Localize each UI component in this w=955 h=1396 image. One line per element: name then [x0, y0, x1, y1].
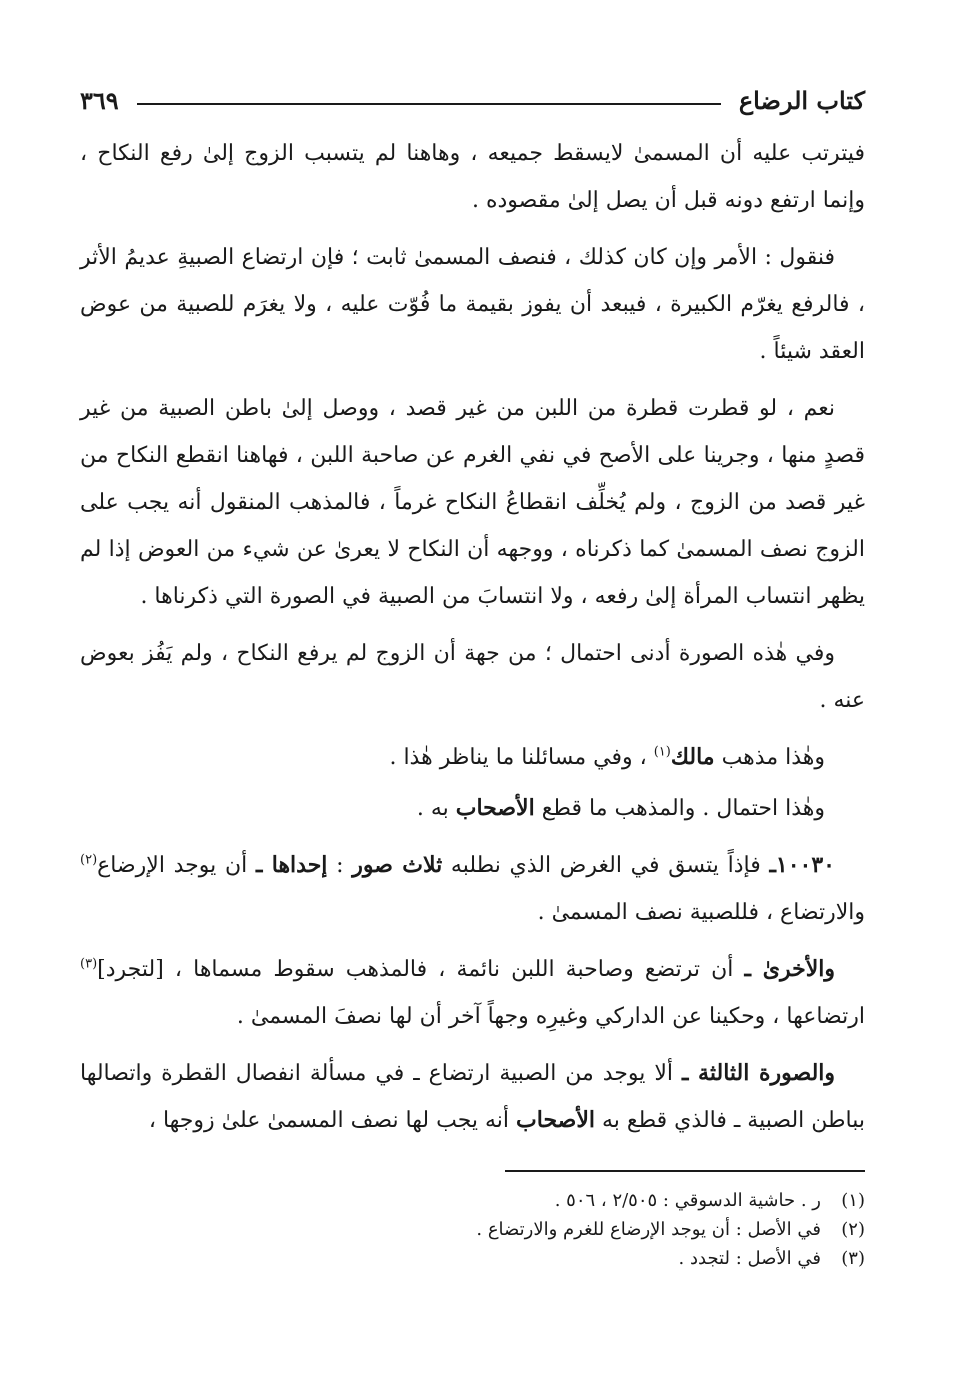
paragraph: فيترتب عليه أن المسمىٰ لايسقط جميعه ، وهاهنا لم يتسبب الزوج إلىٰ رفع النكاح ، وإنما ارتفع دونه قبل أن يصل إلىٰ مقصوده .: [80, 141, 865, 213]
footnote-text: في الأصل : أن يوجد الإرضاع للغرم والارتضاع .: [476, 1219, 821, 1240]
header-rule: [137, 103, 721, 105]
footnote-number: (٢): [841, 1219, 865, 1240]
footnote-ref: (٣): [80, 956, 98, 972]
bold-term: والأخرىٰ ـ: [744, 956, 835, 982]
bold-term: الأصحاب: [455, 795, 535, 821]
paragraph-text: أنه يجب لها نصف المسمىٰ علىٰ زوجها ،: [148, 1108, 517, 1133]
footnote-number: (٣): [841, 1248, 865, 1269]
paragraph-text: أن ترتضع وصاحبة اللبن نائمة ، فالمذهب سقوط مسماها ، [لتجرد]: [97, 957, 745, 982]
footnote-separator: [505, 1170, 865, 1172]
footnote-number: (١): [841, 1190, 865, 1211]
footnote: [80, 1215, 865, 1244]
footnote: [80, 1244, 865, 1273]
paragraph-text: وهٰذا احتمال . والمذهب ما قطع: [534, 796, 825, 821]
paragraph: [80, 734, 865, 781]
paragraph-text: ارتضاعها ، وحكينا عن الداركي وغيرِه وجهاً آخر أن لها نصفَ المسمىٰ .: [236, 1004, 865, 1029]
page-number: ٣٦٩: [80, 85, 119, 115]
bold-term: الأصحاب: [516, 1107, 596, 1133]
paragraph-text: وهٰذا مذهب: [714, 745, 825, 770]
footnote: [80, 1186, 865, 1215]
footnote-ref: (٢): [80, 852, 98, 868]
paragraph-text: فإذاً يتسق في الغرض الذي نطلبه: [442, 853, 770, 878]
footnote-text: ر . حاشية الدسوقي : ٢/٥٠٥ ، ٥٠٦ .: [554, 1190, 821, 1211]
bold-term: إحداها ـ: [255, 852, 328, 878]
chapter-title: كتاب الرضاع: [738, 85, 865, 115]
paragraph: نعم ، لو قطرت قطرة من اللبن من غير قصد ، ووصل إلىٰ باطن الصبية من غير قصدٍ منها ، وجرينا على الأصح في نفي الغرم عن صاحبة اللبن ، فهاهنا انقطع النكاح من غير قصد من الزوج ، ولم يُخلِّف انقطاعُ النكاح غرماً ، فالمذهب المنقول أنه يجب على الزوج نصف المسمىٰ كما ذكرناه ، ووجهه أن النكاح لا يعرىٰ عن شيء من العوض إذا لم يظهر انتساب المرأة إلىٰ رفعه ، ولا انتسابَ من الصبية في الصورة التي ذكرناها .: [80, 396, 865, 609]
paragraph: وفي هٰذه الصورة أدنى احتمال ؛ من جهة أن الزوج لم يرفع النكاح ، ولم يَفُز بعوض عنه .: [80, 641, 865, 713]
footnote-ref: (١): [653, 744, 671, 760]
paragraph-text: :: [327, 853, 353, 878]
paragraph-text: والارتضاع ، فللصبية نصف المسمىٰ .: [537, 900, 865, 925]
book-page: [80, 70, 865, 1273]
paragraph-text: ، وفي مسائلنا ما يناظر هٰذا .: [389, 745, 654, 770]
paragraph: [80, 1050, 865, 1144]
bold-term: ثلاث صور: [352, 852, 443, 878]
bold-term: مالك: [670, 744, 715, 770]
paragraph-text: به .: [416, 796, 456, 821]
section-number: ١٠٠٣٠ـ: [769, 852, 835, 878]
numbered-section: [80, 842, 865, 936]
paragraph-text: ألا يوجد من الصبية ارتضاع ـ في مسألة انفصال القطرة واتصالها بباطن الصبية ـ فالذي قطع به: [80, 1061, 865, 1133]
paragraph: [80, 785, 865, 832]
paragraph-text: أن يوجد الإرضاع: [97, 853, 256, 878]
running-header: [80, 70, 865, 130]
paragraph: فنقول : الأمر وإن كان كذلك ، فنصف المسمىٰ ثابت ؛ فإن ارتضاع الصبيةِ عديمُ الأثر ، فالرفع يغرّم الكبيرة ، فيبعد أن يفوز بقيمة ما فُوّت عليه ، ولا يغرَم للصبية من عوض العقد شيئاً .: [80, 245, 865, 364]
footnote-text: في الأصل : لتجدد .: [678, 1248, 821, 1269]
paragraph: [80, 946, 865, 1040]
bold-term: والصورة الثالثة ـ: [681, 1060, 836, 1086]
